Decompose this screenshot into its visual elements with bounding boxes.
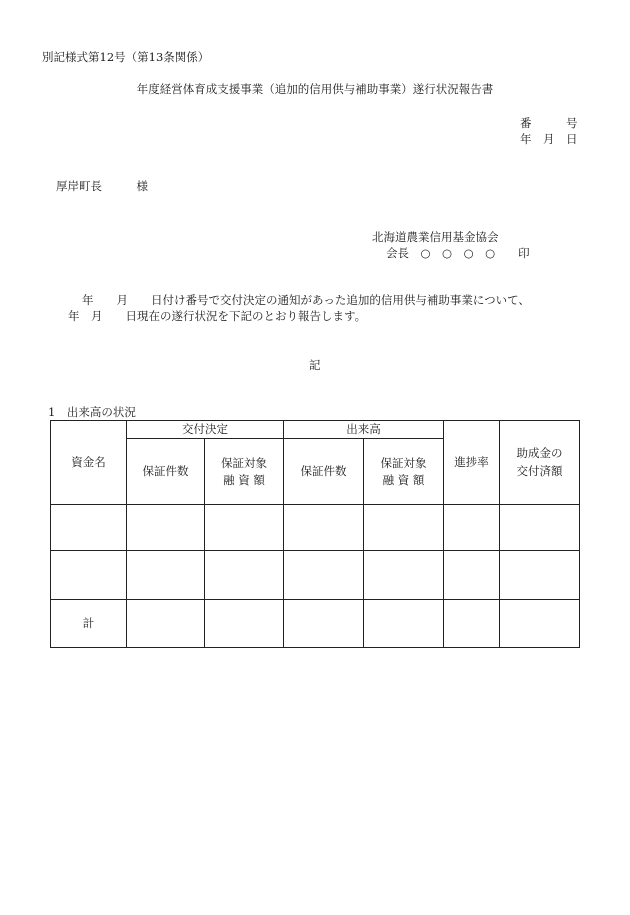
table-cell[interactable] [51,551,127,600]
header-fund-name: 資金名 [51,421,127,505]
table-cell[interactable] [500,551,580,600]
table-cell[interactable] [364,551,444,600]
document-title: 年度経営体育成支援事業（追加的信用供与補助事業）遂行状況報告書 [136,82,494,96]
table-cell[interactable] [444,505,500,551]
header-subsidy [500,421,580,505]
table-cell[interactable] [364,600,444,648]
table-cell[interactable] [284,600,364,648]
sender-chairman: 会長 ○ ○ ○ ○ 印 [386,246,530,260]
table-cell[interactable] [127,600,205,648]
header-group-dekidaka: 出来高 [284,421,444,439]
date-label: 年 月 日 [520,132,578,146]
header-subsidy-line2: 交付済額 [516,463,563,478]
table-cell[interactable] [51,505,127,551]
addressee: 厚岸町長 様 [56,179,148,193]
table-cell[interactable] [444,551,500,600]
table-cell[interactable] [205,505,284,551]
table-cell[interactable] [284,505,364,551]
table-cell[interactable] [205,600,284,648]
table-total-row [51,600,580,648]
header-guarantee-amount-2 [364,439,444,505]
status-table [50,420,580,648]
header-subsidy-line1: 助成金の [516,446,563,461]
table-cell[interactable] [127,505,205,551]
body-text-line-2: 年 月 日現在の遂行状況を下記のとおり報告します。 [68,309,367,323]
number-label: 番 号 [520,116,578,130]
header-guarantee-amount [205,439,284,505]
header-group-kofu: 交付決定 [127,421,284,439]
table-cell[interactable] [127,551,205,600]
table-cell[interactable] [500,600,580,648]
header-guarantee-amount-line1: 保証対象 [221,455,267,470]
header-guarantee-amount-2-line2: 融 資 額 [382,472,425,487]
header-progress-rate: 進捗率 [444,421,500,505]
header-guarantee-count: 保証件数 [127,439,205,505]
body-text-line-1: 年 月 日付け番号で交付決定の通知があった追加的信用供与補助事業について、 [82,293,530,307]
table-cell[interactable] [500,505,580,551]
section-title: 1 出来高の状況 [48,405,136,419]
table-row [51,505,580,551]
ki-label: 記 [309,358,321,372]
header-guarantee-count-2: 保証件数 [284,439,364,505]
table-cell[interactable] [205,551,284,600]
table-cell[interactable] [284,551,364,600]
total-label: 計 [51,600,127,648]
sender-organization: 北海道農業信用基金協会 [372,230,499,244]
form-number: 別記様式第12号（第13条関係） [42,50,210,64]
table-header-row [51,421,580,439]
table-row [51,551,580,600]
table-cell[interactable] [364,505,444,551]
table-cell[interactable] [444,600,500,648]
header-guarantee-amount-2-line1: 保証対象 [380,455,427,470]
header-guarantee-amount-line2: 融 資 額 [223,472,265,487]
